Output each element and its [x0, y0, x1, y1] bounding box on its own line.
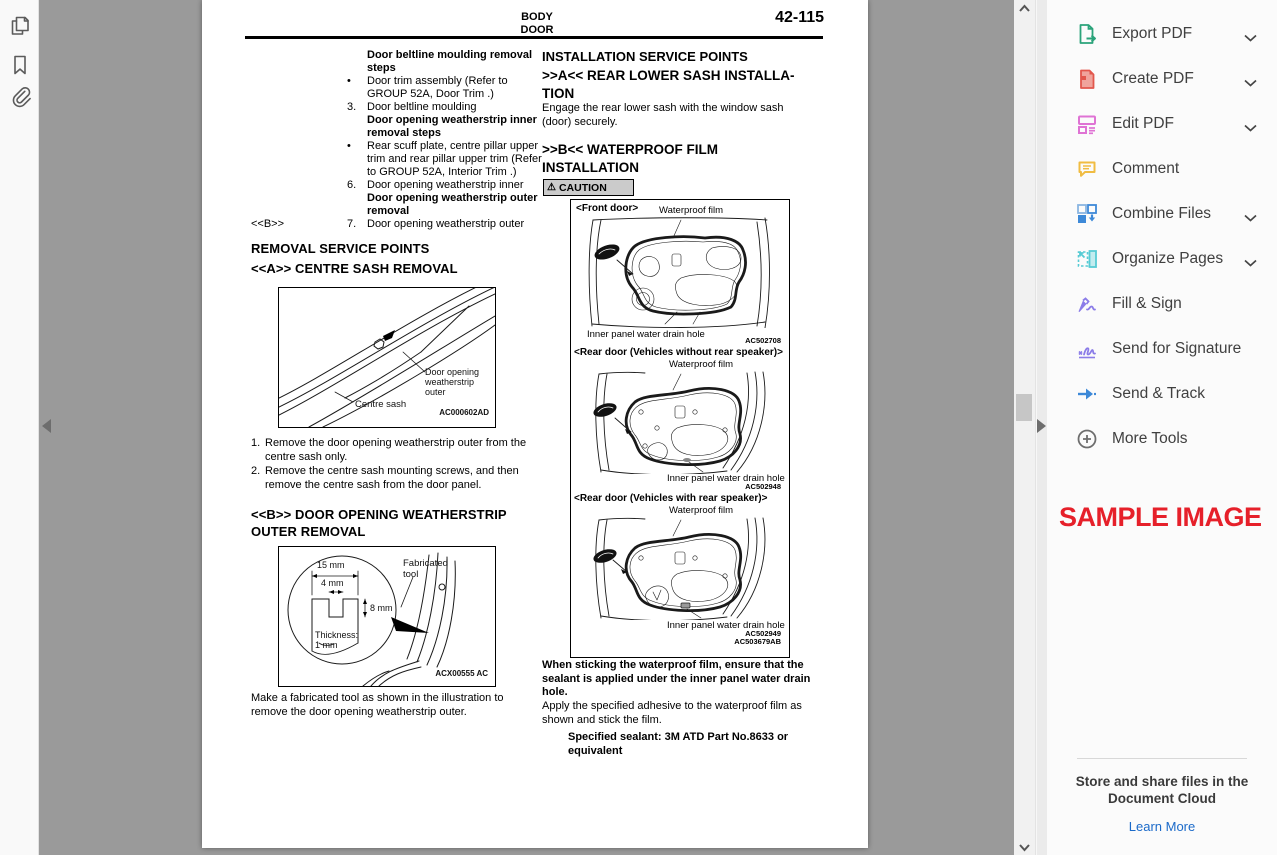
list-item: Door opening weatherstrip inner removal steps [367, 114, 537, 139]
caution-label: CAUTION [558, 181, 607, 194]
bookmarks-button[interactable] [7, 52, 33, 78]
fig1-code: AC000602AD [439, 408, 489, 417]
sidebar-item-fill-sign[interactable] [1047, 281, 1277, 326]
removal-heading: REMOVAL SERVICE POINTS [251, 241, 430, 256]
send-track-icon [1075, 382, 1099, 406]
sidebar-item-edit-pdf[interactable] [1047, 101, 1277, 146]
film-label: Waterproof film [659, 205, 724, 216]
comment-icon [1075, 157, 1099, 181]
sealant-bold-note: When sticking the waterproof film, ensure that the sealant is applied under the inner panel water drain hole. [542, 659, 811, 698]
sidebar-item-label: Organize Pages [1112, 249, 1224, 267]
step-item: 2. Remove the centre sash mounting screws, and then remove the centre sash from the door panel. [251, 465, 519, 491]
send-signature-icon [1075, 337, 1099, 361]
sidebar-item-export-pdf[interactable] [1047, 11, 1277, 56]
figure-centre-sash [278, 287, 496, 428]
fabricated-tool-note: Make a fabricated tool as shown in the illustration to remove the door opening weatherstrip outer. [251, 692, 504, 718]
list-item: • Rear scuff plate, centre pillar upper trim and rear pillar upper trim (Refer to GROUP 52A, Interior Trim .) [347, 140, 542, 178]
sidebar-item-comment[interactable] [1047, 146, 1277, 191]
list-item: • Door trim assembly (Refer to GROUP 52A, Door Trim .) [347, 75, 508, 100]
sidebar-item-label: Combine Files [1112, 204, 1212, 222]
chevron-down-icon[interactable] [1244, 29, 1257, 47]
doc-header-subsection: DOOR [520, 24, 554, 36]
sample-image-watermark: SAMPLE IMAGE [1059, 502, 1262, 532]
centre-sash-heading: <<A>> CENTRE SASH REMOVAL [251, 261, 458, 276]
front-door-caption: <Front door> [576, 203, 639, 214]
sidebar-item-label: Send & Track [1112, 384, 1206, 402]
more-tools-icon [1075, 427, 1099, 451]
fig1-weatherstrip-label: Door opening weatherstrip outer [425, 367, 480, 397]
sidebar-item-label: Comment [1112, 159, 1180, 177]
installation-heading: INSTALLATION SERVICE POINTS [542, 49, 748, 64]
rear-door-drawing [577, 370, 779, 474]
film-label: Waterproof film [669, 505, 734, 516]
combine-files-icon [1075, 202, 1099, 226]
figure-code: AC502949 [745, 629, 781, 638]
doc-header-rule [245, 36, 823, 39]
collapse-panel-arrow[interactable] [42, 419, 51, 433]
fig2-dim-15mm: 15 mm [317, 560, 345, 570]
list-item: 7. Door opening weatherstrip outer [347, 218, 525, 230]
film-label: Waterproof film [669, 359, 734, 370]
sidebar-item-create-pdf[interactable] [1047, 56, 1277, 101]
paperclip-icon [7, 84, 33, 110]
sidebar-item-label: Send for Signature [1112, 339, 1242, 357]
removal-steps-list [346, 49, 542, 231]
export-pdf-icon [1075, 22, 1099, 46]
fig1-centre-sash-label: Centre sash [355, 399, 407, 410]
rear-door-speaker-drawing [577, 516, 779, 620]
tools-sidebar [1047, 0, 1277, 855]
sidebar-item-send-track[interactable] [1047, 371, 1277, 416]
waterproof-film-heading: >>B<< WATERPROOF FILM INSTALLATION [542, 142, 719, 175]
list-item: 3. Door beltline moulding [347, 101, 477, 113]
adhesive-note: Apply the specified adhesive to the waterproof film as shown and stick the film. [542, 700, 802, 726]
fig2-dim-4mm: 4 mm [321, 578, 344, 588]
fill-sign-icon [1075, 292, 1099, 316]
fig2-tool-label: Fabricated tool [403, 558, 448, 580]
caution-box [543, 179, 634, 196]
warning-triangle-icon: ⚠ [547, 182, 556, 193]
scrollbar-thumb[interactable] [1016, 394, 1032, 421]
sidebar-item-label: Create PDF [1112, 69, 1194, 87]
bookmark-icon [7, 52, 33, 78]
scroll-up-icon[interactable] [1018, 4, 1031, 13]
doc-header [472, 11, 602, 37]
fig2-code: ACX00555 AC [435, 669, 488, 678]
removal-steps [251, 437, 539, 493]
edit-pdf-icon [1075, 112, 1099, 136]
callout-b-marker: <<B>> [251, 218, 285, 230]
fabricated-tool-drawing [279, 547, 495, 686]
left-toolbar [0, 0, 39, 855]
attachments-button[interactable] [7, 84, 33, 110]
sidebar-item-label: Edit PDF [1112, 114, 1175, 132]
list-item: Door beltline moulding removal steps [367, 49, 533, 74]
organize-pages-icon [1075, 247, 1099, 271]
figure-code: AC502948 [745, 482, 781, 491]
weatherstrip-outer-heading: <<B>> DOOR OPENING WEATHERSTRIP OUTER REMOVAL [251, 507, 507, 539]
figure-code: AC502708 [745, 336, 781, 345]
chevron-down-icon[interactable] [1244, 74, 1257, 92]
copy-pages-icon [7, 13, 33, 39]
document-cloud-promo: Store and share files in the Document Cloud [1075, 774, 1249, 806]
sidebar-item-more-tools[interactable] [1047, 416, 1277, 461]
sidebar-item-send-for-signature[interactable] [1047, 326, 1277, 371]
tools-list [1047, 11, 1277, 461]
chevron-down-icon[interactable] [1244, 119, 1257, 137]
drain-hole-label: Inner panel water drain hole [667, 473, 785, 484]
pdf-page [202, 0, 868, 848]
fig2-dim-8mm: 8 mm [370, 603, 393, 613]
fig2-thickness-label: Thickness: 1 mm [315, 630, 359, 650]
scroll-down-icon[interactable] [1018, 843, 1031, 852]
front-door-drawing [577, 216, 779, 328]
list-item: 6. Door opening weatherstrip inner [347, 179, 524, 191]
chevron-down-icon[interactable] [1244, 254, 1257, 272]
page-thumbnails-button[interactable] [7, 13, 33, 39]
sidebar-item-combine-files[interactable] [1047, 191, 1277, 236]
sidebar-item-organize-pages[interactable] [1047, 236, 1277, 281]
drain-hole-label: Inner panel water drain hole [587, 329, 705, 340]
figure-fabricated-tool [278, 546, 496, 687]
specified-sealant: Specified sealant: 3M ATD Part No.8633 or equivalent [568, 731, 789, 757]
step-item: 1. Remove the door opening weatherstrip outer from the centre sash only. [251, 437, 527, 463]
learn-more-link[interactable]: Learn More [1128, 819, 1196, 834]
chevron-down-icon[interactable] [1244, 209, 1257, 227]
drain-hole-label: Inner panel water drain hole [667, 620, 785, 631]
figure-waterproof-film [570, 199, 790, 658]
sidebar-item-label: More Tools [1112, 429, 1188, 447]
rear-lower-sash-heading: >>A<< REAR LOWER SASH INSTALLA- TION [542, 68, 795, 101]
list-item: Door opening weatherstrip outer removal [367, 192, 538, 217]
promo-divider [1077, 758, 1247, 759]
rear-door-no-speaker-caption: <Rear door (Vehicles without rear speaker)> [574, 347, 783, 358]
expand-panel-arrow[interactable] [1037, 419, 1046, 433]
sidebar-item-label: Export PDF [1112, 24, 1193, 42]
rear-lower-sash-text: Engage the rear lower sash with the window sash (door) securely. [542, 102, 784, 128]
rear-door-speaker-caption: <Rear door (Vehicles with rear speaker)> [574, 493, 768, 504]
create-pdf-icon [1075, 67, 1099, 91]
sidebar-item-label: Fill & Sign [1112, 294, 1182, 312]
document-viewer [39, 0, 1014, 855]
doc-page-number: 42-115 [775, 9, 824, 26]
vertical-scrollbar[interactable] [1014, 0, 1036, 855]
figure-code: AC503679AB [734, 637, 781, 646]
doc-header-section: BODY [521, 11, 553, 23]
